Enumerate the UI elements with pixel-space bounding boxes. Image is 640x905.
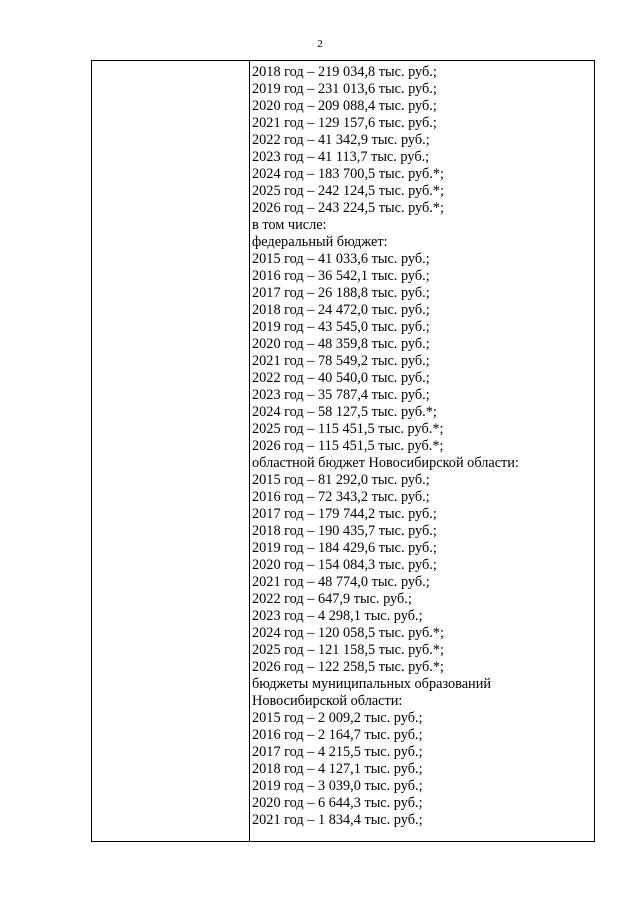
text-line: 2021 год – 1 834,4 тыс. руб.;: [252, 812, 423, 828]
text-line: 2023 год – 4 298,1 тыс. руб.;: [252, 608, 423, 624]
text-line: 2021 год – 48 774,0 тыс. руб.;: [252, 574, 430, 590]
text-line: 2022 год – 41 342,9 тыс. руб.;: [252, 132, 430, 148]
text-line: 2016 год – 2 164,7 тыс. руб.;: [252, 727, 423, 743]
text-line: 2019 год – 43 545,0 тыс. руб.;: [252, 319, 430, 335]
text-line: федеральный бюджет:: [252, 234, 388, 250]
text-line: 2020 год – 154 084,3 тыс. руб.;: [252, 557, 437, 573]
text-line: 2024 год – 120 058,5 тыс. руб.*;: [252, 625, 444, 641]
table-right-cell: [250, 61, 594, 841]
text-line: 2025 год – 121 158,5 тыс. руб.*;: [252, 642, 444, 658]
text-line: 2022 год – 40 540,0 тыс. руб.;: [252, 370, 430, 386]
text-line: 2020 год – 209 088,4 тыс. руб.;: [252, 98, 437, 114]
text-line: 2018 год – 24 472,0 тыс. руб.;: [252, 302, 430, 318]
text-line: 2020 год – 6 644,3 тыс. руб.;: [252, 795, 423, 811]
text-line: 2019 год – 184 429,6 тыс. руб.;: [252, 540, 437, 556]
text-line: 2023 год – 35 787,4 тыс. руб.;: [252, 387, 430, 403]
page-number: 2: [317, 38, 323, 50]
text-line: 2017 год – 4 215,5 тыс. руб.;: [252, 744, 423, 760]
text-line: 2018 год – 219 034,8 тыс. руб.;: [252, 64, 437, 80]
text-line: 2015 год – 2 009,2 тыс. руб.;: [252, 710, 423, 726]
text-line: 2017 год – 179 744,2 тыс. руб.;: [252, 506, 437, 522]
text-line: 2026 год – 243 224,5 тыс. руб.*;: [252, 200, 444, 216]
text-line: 2016 год – 72 343,2 тыс. руб.;: [252, 489, 430, 505]
text-line: Новосибирской области:: [252, 693, 403, 709]
text-line: 2015 год – 41 033,6 тыс. руб.;: [252, 251, 430, 267]
text-line: 2026 год – 115 451,5 тыс. руб.*;: [252, 438, 444, 454]
text-line: 2021 год – 78 549,2 тыс. руб.;: [252, 353, 430, 369]
table-left-cell: [92, 61, 250, 841]
text-line: бюджеты муниципальных образований: [252, 676, 492, 692]
text-line: 2023 год – 41 113,7 тыс. руб.;: [252, 149, 430, 165]
text-line: 2019 год – 231 013,6 тыс. руб.;: [252, 81, 437, 97]
text-line: 2026 год – 122 258,5 тыс. руб.*;: [252, 659, 444, 675]
text-line: 2025 год – 115 451,5 тыс. руб.*;: [252, 421, 444, 437]
text-line: 2017 год – 26 188,8 тыс. руб.;: [252, 285, 430, 301]
text-line: 2022 год – 647,9 тыс. руб.;: [252, 591, 412, 607]
text-line: в том числе:: [252, 217, 327, 233]
text-line: 2018 год – 190 435,7 тыс. руб.;: [252, 523, 437, 539]
text-line: областной бюджет Новосибирской области:: [252, 455, 519, 471]
text-line: 2024 год – 183 700,5 тыс. руб.*;: [252, 166, 444, 182]
text-line: 2019 год – 3 039,0 тыс. руб.;: [252, 778, 423, 794]
text-line: 2024 год – 58 127,5 тыс. руб.*;: [252, 404, 437, 420]
funding-table: [91, 60, 595, 842]
text-line: 2016 год – 36 542,1 тыс. руб.;: [252, 268, 430, 284]
text-line: 2025 год – 242 124,5 тыс. руб.*;: [252, 183, 444, 199]
text-line: 2021 год – 129 157,6 тыс. руб.;: [252, 115, 437, 131]
text-line: 2018 год – 4 127,1 тыс. руб.;: [252, 761, 423, 777]
text-line: 2020 год – 48 359,8 тыс. руб.;: [252, 336, 430, 352]
text-line: 2015 год – 81 292,0 тыс. руб.;: [252, 472, 430, 488]
